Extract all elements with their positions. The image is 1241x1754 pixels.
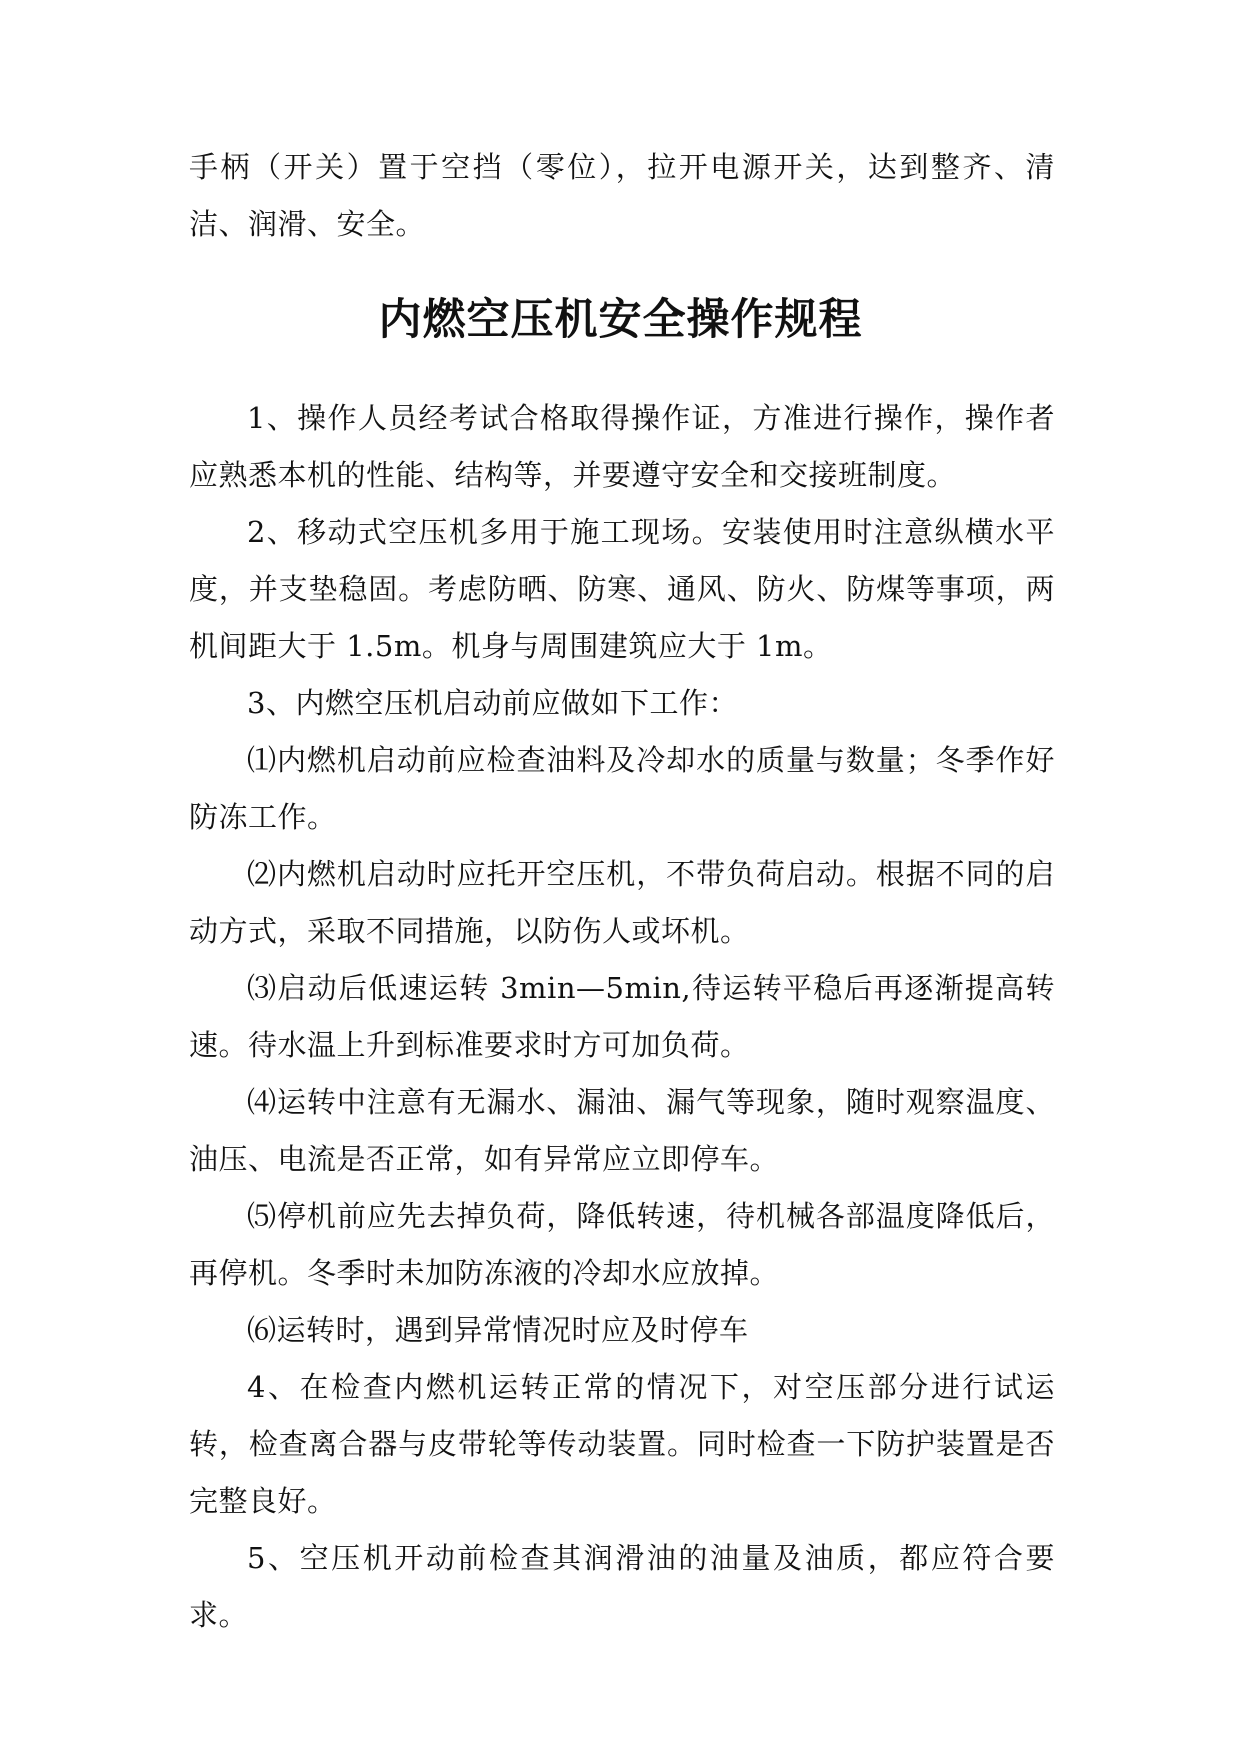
continuation-text (189, 139, 1055, 253)
paragraph-3-item-5: ⑸停机前应先去掉负荷，降低转速，待机械各部温度降低后，再停机。冬季时未加防冻液的冷却水应放掉。 (189, 1199, 1055, 1290)
paragraph-4: 4、在检查内燃机运转正常的情况下，对空压部分进行试运转，检查离合器与皮带轮等传动装置。同时检查一下防护装置是否完整良好。 (189, 1370, 1055, 1518)
paragraph-3-item-3: ⑶启动后低速运转 3min—5min,待运转平稳后再逐渐提高转速。待水温上升到标准要求时方可加负荷。 (189, 971, 1055, 1062)
paragraph-3-item-6: ⑹运转时，遇到异常情况时应及时停车 (247, 1313, 749, 1347)
paragraph-3: 3、内燃空压机启动前应做如下工作： (247, 686, 738, 720)
page-title: 内燃空压机安全操作规程 (378, 295, 863, 345)
paragraph-5: 5、空压机开动前检查其润滑油的油量及油质，都应符合要求。 (189, 1541, 1055, 1632)
body-text (189, 390, 1055, 1644)
paragraph-3-item-4: ⑷运转中注意有无漏水、漏油、漏气等现象，随时观察温度、油压、电流是否正常，如有异常应立即停车。 (189, 1085, 1055, 1176)
paragraph-3-item-2: ⑵内燃机启动时应托开空压机，不带负荷启动。根据不同的启动方式，采取不同措施，以防伤人或坏机。 (189, 857, 1055, 948)
paragraph-2: 2、移动式空压机多用于施工现场。安装使用时注意纵横水平度，并支垫稳固。考虑防晒、防寒、通风、防火、防煤等事项，两机间距大于 1.5m。机身与周围建筑应大于 1m。 (189, 515, 1055, 663)
paragraph-1: 1、操作人员经考试合格取得操作证，方准进行操作，操作者应熟悉本机的性能、结构等，并要遵守安全和交接班制度。 (189, 401, 1055, 492)
paragraph-3-item-1: ⑴内燃机启动前应检查油料及冷却水的质量与数量；冬季作好防冻工作。 (189, 743, 1055, 834)
continuation-paragraph: 手柄（开关）置于空挡（零位），拉开电源开关，达到整齐、清洁、润滑、安全。 (189, 150, 1055, 241)
